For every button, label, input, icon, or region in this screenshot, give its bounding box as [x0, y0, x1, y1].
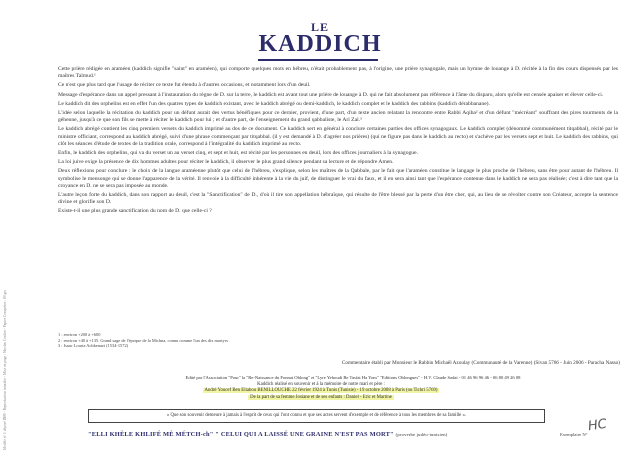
- exemplaire-number: Exemplaire N°: [560, 432, 588, 437]
- dedication: [96, 382, 546, 401]
- paragraph: Le kaddich dit des orphelins est en effet l'un des quatres types de kaddich existant, avec le kaddich abrégé ou demi-kaddich, le kaddich complet et le kaddich des rabbins (kaddich dérabbanane).: [58, 100, 490, 107]
- handwritten-initials: HC: [587, 416, 608, 435]
- footnote: 1 : environ +200 à +600: [58, 332, 101, 337]
- footnote: 2 : environ +40 à +135. Grand sage de l'époque de la Michna, connu comme l'un des dix martyrs: [58, 337, 228, 343]
- paragraph: Existe-t-il une plus grande sanctification du nom de D. que celle-ci ?: [58, 208, 212, 215]
- dedication-name: André Youcef Ben Eliahou BENILLOUCHE 22 février 1924 à Tunis (Tunisie) - 19 octobre 2008 à Paris (ou Tichri 5769): [204, 388, 438, 394]
- paragraph: Enfin, le kaddich des orphelins, qui va du verset un au verset cinq, et sept et huit, est récité par les personnes en deuil, lors des offices journaliers à la synagogue.: [58, 150, 418, 157]
- dedication-intro: Kaddich réalisé en souvenir et à la mémoire de notre mari et père :: [257, 382, 385, 387]
- paragraph: L'idée selon laquelle la récitation du kaddich pour un défunt aurait des vertus bénéfiques pour ce dernier, provient, d'une part, d'un texte ancien relatant la rencontre entre Rabbi Aqiba² et d'un défunt "mécréant" souffrant des pires tourments de la géhenne, jusqu'à ce que son fils se mette à réciter le kaddich pour lui ; et d'autre part, de l'enseignement du grand qabbaliste, le Ari Zal.³: [58, 110, 618, 124]
- paragraph: Deux réflexions pour conclure : le choix de la langue araméenne plutôt que celui de l'hébreu, s'explique, selon les maîtres de la Qabbale, par le fait que l'araméen constitue le langage le plus proche de l'hébreu, sans être pour autant de l'hébreu. Il symbolise le mensonge qui se donne l'apparence de la vérité. Il renvoie à la difficulté inhérente à la vie du juif, de distinguer le vrai du faux, et il en sera ainsi tant que l'espérance contenue dans le kaddich ne sera pas réalisée; c'est à dire tant que la croyance en D. ne se sera pas imposée au monde.: [58, 168, 618, 189]
- footnotes: [58, 332, 358, 349]
- proverb-origin: (proverbe judéo-tunisien): [395, 432, 448, 437]
- commentary-signature: Commentaire établi par Monsieur le Rabbin Michaël Azoulay (Communauté de la Varenne) (Sivan 5766 - Juin 2006 - Paracha Nasso): [341, 360, 620, 366]
- proverb-text: "ELLI KHÈLE KHLIFÉ MÈ MÉTCH-ch" " CELUI QUI A LAISSÉ UNE GRAINE N'EST PAS MORT": [88, 431, 394, 438]
- paragraph: Le kaddich abrégé contient les cinq premiers versets du kaddich imprimé au dos de ce document. Ce kaddich sert en général à conclure certaines parties des offices synagogaux. Le kaddich complet (dénommé communément titqabbal), récité par le ministre officiant, correspond au kaddich abrégé, suivi d'une phrase commençant par titqabbal. (il y est demandé à D. d'agréer nos prières) (qui ne figure pas dans le kaddich au recto) et s'achève par les versets sept et huit. Le kaddich des rabbins, qui clôt les séances d'étude de textes de la tradition orale, correspond à l'intégralité du kaddich imprimé au recto.: [58, 126, 618, 147]
- document-title: KADDICH: [258, 31, 382, 57]
- memorial-quote-box: « Que son souvenir demeure à jamais à l'esprit de ceux qui l'ont connu et que ses actes servent d'exemple et de référence à tous les membres de sa famille ».: [88, 409, 545, 423]
- body-text: [58, 66, 618, 218]
- paragraph: La loi juive exige la présence de dix hommes adultes pour réciter le kaddich, il observer le plus grand silence pendant sa lecture et de répondre Amen.: [58, 159, 394, 166]
- dedication-family: De la part de sa femme Josiane et de ses enfants : Daniel - Eric et Martine: [250, 394, 392, 400]
- paragraph: Ce n'est que plus tard que l'usage de réciter ce texte fut étendu à d'autres occasions, et notamment lors d'un deuil.: [58, 82, 311, 89]
- paragraph: Message d'espérance dans un appel pressant à l'instauration du règne de D. sur la terre, le kaddich est avant tout une prière de louange à D. qui ne fait absolument pas référence à l'âme du disparu, alors qu'elle est censée apaiser et élever celle-ci.: [58, 91, 604, 98]
- proverb: [88, 431, 558, 438]
- title-underline: [258, 59, 378, 61]
- title-prefix: LE: [310, 20, 329, 34]
- side-legal-note: Modèle n° 1 déposé INPI - Reproduction interdite - Mise en page : Nicolas Cordier - Papier Conquéror : 80 grs: [3, 290, 7, 450]
- paragraph: L'autre leçon forte du kaddich, dans son rapport au deuil, c'est la "Sanctification" de D., d'où il tire son appellation hébraïque, qui résulte de l'être blessé par la perte d'un être cher, qui, au lieu de se révolter contre son Créateur, accepte la sentence divine et glorifie son D.: [58, 192, 618, 206]
- footnote: 3 : Isaac Louria Achkenazi (1534-1572): [58, 343, 129, 349]
- editor-credits: Edité par l'Association "Pour" la "Re-Naissance du Fonnat Oblong" et "Lyre Yehoudi Be Tasfat Ha Yom" "Editions Oblongues" - H.V. Claude Sadai - 01 46 96 96 46 - 06 80 49 26 08: [185, 375, 521, 380]
- paragraph: Cette prière rédigée en araméen (kaddich signifie "saint" en araméen), qui comporte quelques mots en hébreu, n'était probablement pas, à l'origine, une prière synagogale, mais un hymne de louange à D. récitée à la fin des cours dispensés par les maîtres Talmud.¹: [58, 66, 618, 80]
